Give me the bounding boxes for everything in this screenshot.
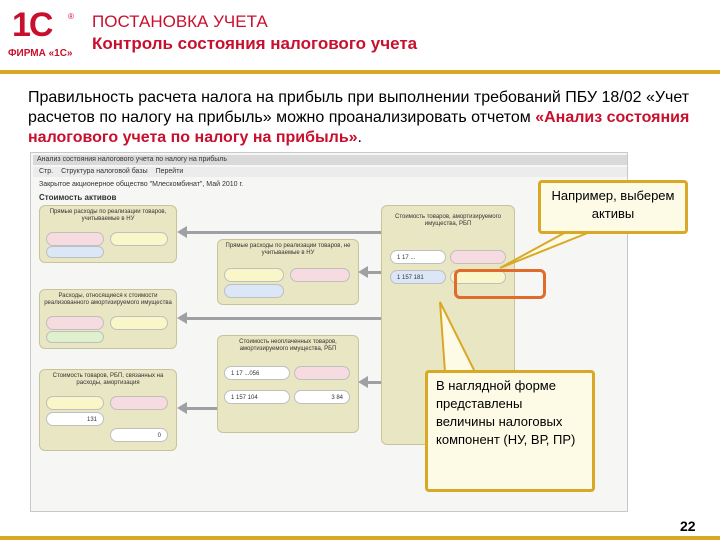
panel-direct-expenses-nu[interactable]: Прямые расходы по реализации товаров, учитываемые в НУ bbox=[39, 205, 177, 263]
panel-depreciable-property[interactable]: Расходы, относящиеся к стоимости реализованного амортизируемого имущества bbox=[39, 289, 177, 349]
toolbar-item-page[interactable]: Стр. bbox=[39, 168, 54, 175]
connector-arrow bbox=[187, 407, 217, 410]
value-field[interactable] bbox=[290, 268, 350, 282]
value-field[interactable]: 1 157 181 bbox=[390, 270, 446, 284]
organization-line: Закрытое акционерное общество "Млеcкомбинат", Май 2010 г. bbox=[39, 181, 244, 188]
value-field[interactable]: 131 bbox=[46, 412, 104, 426]
value-field[interactable] bbox=[294, 366, 350, 380]
value-field[interactable] bbox=[450, 250, 506, 264]
highlight-frame bbox=[454, 269, 546, 299]
arrow-left-icon bbox=[177, 312, 187, 324]
panel-unpaid-goods[interactable]: Стоимость неоплаченных товаров, амортизируемого имущества, РБП 1 17 ...056 1 157 104 3 84 bbox=[217, 335, 359, 433]
arrow-left-icon bbox=[358, 266, 368, 278]
callout-description: В наглядной форме представлены величины налоговых компонент (НУ, ВР, ПР) bbox=[425, 370, 595, 492]
arrow-left-icon bbox=[177, 402, 187, 414]
value-field[interactable] bbox=[46, 316, 104, 330]
connector-arrow bbox=[367, 381, 381, 384]
intro-end: . bbox=[357, 129, 362, 146]
logo-firm-name: ФИРМА «1С» bbox=[8, 48, 73, 59]
value-field[interactable] bbox=[46, 246, 104, 258]
value-field[interactable]: 0 bbox=[110, 428, 168, 442]
page-title: ПОСТАНОВКА УЧЕТА bbox=[92, 12, 268, 31]
connector-arrow bbox=[367, 271, 381, 274]
logo-mark: 1С bbox=[12, 6, 52, 44]
value-field[interactable]: 3 84 bbox=[294, 390, 350, 404]
panel-goods-cost[interactable]: Стоимость товаров, РБП, связанных на расходы, амортизация 131 0 bbox=[39, 369, 177, 451]
logo bbox=[8, 6, 80, 64]
value-field[interactable] bbox=[46, 396, 104, 410]
value-field[interactable]: 1 157 104 bbox=[224, 390, 290, 404]
callout-example: Например, выберем активы bbox=[538, 180, 688, 234]
toolbar-item-structure[interactable]: Структура налоговой базы bbox=[61, 168, 148, 175]
panel-goods-property-rbp[interactable]: Стоимость товаров, амортизируемого имущества, РБП 1 17 ... 1 157 181 bbox=[381, 205, 515, 445]
page-number: 22 bbox=[680, 518, 696, 534]
value-field[interactable] bbox=[110, 396, 168, 410]
value-field[interactable] bbox=[224, 268, 284, 282]
value-field[interactable] bbox=[224, 284, 284, 298]
report-window-title: Анализ состояния налогового учета по налогу на прибыль bbox=[33, 155, 627, 165]
intro-text: Правильность расчета налога на прибыль при выполнении требований ПБУ 18/02 «Учет расчетов по налогу на прибыль» можно проанализировать отчетом bbox=[28, 89, 690, 126]
value-field[interactable] bbox=[110, 316, 168, 330]
connector-arrow bbox=[187, 317, 381, 320]
connector-arrow bbox=[187, 231, 381, 234]
section-title: Стоимость активов bbox=[39, 193, 117, 202]
value-field[interactable]: 1 17 ...056 bbox=[224, 366, 290, 380]
value-field[interactable] bbox=[46, 331, 104, 343]
registered-icon: ® bbox=[68, 12, 74, 21]
value-field[interactable] bbox=[46, 232, 104, 246]
report-name: «Анализ состояния налогового учета по налогу на прибыль» bbox=[28, 109, 690, 146]
arrow-left-icon bbox=[177, 226, 187, 238]
value-field[interactable] bbox=[110, 232, 168, 246]
footer-divider bbox=[0, 536, 720, 540]
value-field[interactable]: 1 17 ... bbox=[390, 250, 446, 264]
toolbar-item-goto[interactable]: Перейти bbox=[155, 168, 184, 175]
page-subtitle: Контроль состояния налогового учета bbox=[92, 34, 418, 53]
arrow-left-icon bbox=[358, 376, 368, 388]
report-toolbar bbox=[33, 167, 627, 177]
panel-direct-expenses-not-nu[interactable]: Прямые расходы по реализации товаров, не учитываемые в НУ bbox=[217, 239, 359, 305]
header-divider bbox=[0, 70, 720, 74]
intro-paragraph bbox=[28, 88, 698, 148]
